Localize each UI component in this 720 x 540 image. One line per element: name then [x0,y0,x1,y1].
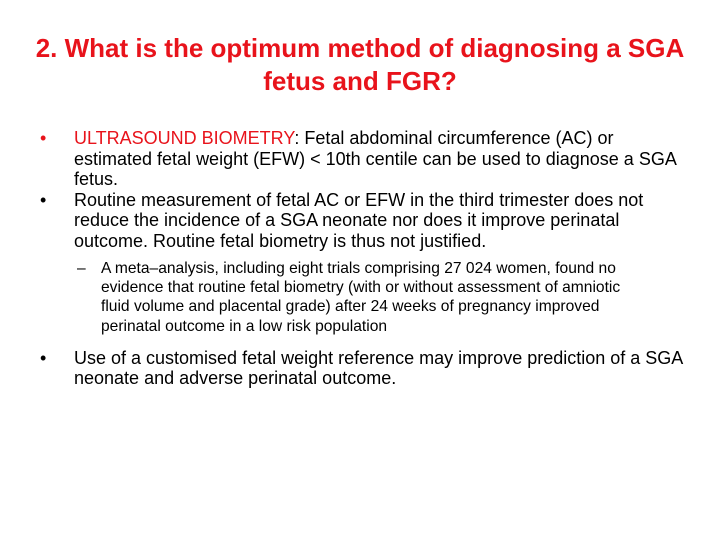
bullet-text: : Fetal abdominal circumference (AC) or estimated fetal weight (EFW) < 10th centile can be used to diagnose a SGA fetus. [74,128,676,189]
sub-bullet-marker: – [77,260,86,277]
bullet-item [0,190,720,252]
bullet-highlight: ULTRASOUND BIOMETRY [74,128,295,148]
bullet-marker: • [40,347,47,368]
sub-bullet-item [0,259,720,336]
bullet-item [0,128,720,190]
bullet-marker: • [40,189,47,210]
bullet-list [0,128,720,389]
bullet-marker: • [40,128,47,148]
bullet-text: Routine measurement of fetal AC or EFW in the third trimester does not reduce the incidence of a SGA neonate nor does it improve perinatal outcome. Routine fetal biometry is thus not justified. [74,189,644,251]
bullet-text: Use of a customised fetal weight reference may improve prediction of a SGA neonate and adverse perinatal outcome. [74,347,683,389]
bullet-item [0,348,720,389]
slide-title: 2. What is the optimum method of diagnosing a SGA fetus and FGR? [35,33,685,96]
sub-bullet-text: A meta–analysis, including eight trials comprising 27 024 women, found no evidence that routine fetal biometry (with or without assessment of amniotic fluid volume and placental grade) after 24 weeks of pregnancy improved perinatal outcome in a low risk population [101,260,621,335]
